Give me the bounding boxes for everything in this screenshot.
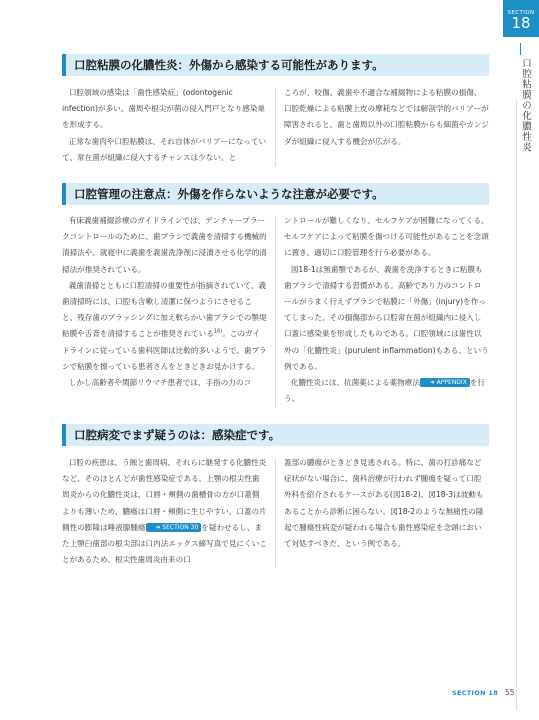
paragraph-text: 義歯清掃とともに口腔清掃の重要性が指摘されていて、義歯清掃時には、口腔も含嗽し清潔に保つようにさせること、残存歯のブラッシングに加え軟らかい歯ブラシでの顎堤粘膜や舌背を清掃することが推奨されている — [62, 280, 267, 339]
section-title-2: 口腔管理の注意点：外傷を作らないような注意が必要です。 — [74, 187, 384, 201]
section-heading-2 — [62, 183, 489, 205]
side-running-title: 口腔粘膜の化膿性炎 — [520, 58, 531, 153]
section-body-1 — [62, 85, 489, 166]
side-accent-line — [520, 43, 521, 55]
paragraph: しかし高齢者や関節リウマチ患者では、手指の力のコ — [68, 378, 252, 388]
reference-superscript: 16) — [213, 328, 223, 335]
column-left — [62, 85, 267, 166]
column-right — [284, 455, 489, 568]
section-badge — [503, 0, 539, 37]
section-badge-number: 18 — [511, 14, 531, 32]
paragraph: 図18-1は無歯顎であるが、義歯を洗浄するときに粘膜も歯ブラシで清掃する習慣がある。高齢であり力のコントロールがうまく行えずブラシで粘膜に「外傷」(injury)を作ってしまった。その損傷部から口腔常在菌が組織内に侵入し口蓋に感染巣を形成したものである。口腔領域には歯性以外の「化膿性炎」(purulent inflammation)もある、という例である。 — [284, 264, 489, 371]
appendix-link[interactable]: ➔ APPENDIX — [420, 378, 470, 387]
column-right — [284, 85, 489, 166]
column-right — [284, 213, 489, 407]
paragraph: 正常な歯肉や口腔粘膜は、それ自体がバリアーになっていて、常在菌が組織に侵入するチャンスは少ない。と — [62, 136, 267, 162]
column-left — [62, 213, 267, 407]
column-divider — [275, 217, 276, 407]
paragraph-text: 化膿性炎には、抗菌薬による薬物療法 — [290, 378, 420, 388]
margin-rule — [516, 100, 517, 710]
paragraph-text: を疑わせるし、また上顎臼歯部の根尖部は口内法エックス線写真で見にくいことがあるため、根尖性歯周炎由来の口 — [62, 522, 267, 565]
paragraph — [284, 375, 489, 407]
paragraph-text: 口腔の疾患は、う蝕と歯周病、それらに継発する化膿性炎など、そのほとんどが歯性感染症である。上顎の根尖性歯周炎からの化膿性炎は、口唇・頬側の歯槽骨の方が口蓋側よりも薄いため、膿瘍は口唇・頬側に生じやすい。口蓋の片側性の膨隆は唾液腺腫瘍 — [62, 458, 267, 532]
paragraph — [62, 455, 267, 568]
column-left — [62, 455, 267, 568]
paragraph: 有床義歯補綴診療のガイドラインでは、デンチャープラークコントロールのために、歯ブラシで義歯を清掃する機械的清掃法や、就寝中に義歯を義歯洗浄剤に浸漬させる化学的清掃法が推奨されている。 — [62, 216, 267, 274]
heading-accent-bar — [62, 424, 66, 446]
paragraph: 蓋部の膿瘍がときどき見逃される。特に、歯の打診痛など症状がない場合に、歯科治療が行われず腫瘍を疑って口腔外科を紹介されるケースがある(図18-2)。図18-3は波動もあることから診断に困らない。図18-2のような無痛性の隆起で腫瘍性病変が疑われる場合も歯性感染症を念頭において対処すべきだ、という例である。 — [284, 458, 484, 549]
paragraph — [62, 278, 267, 375]
paragraph: ントロールが難しくなり、セルフケアが困難になってくる。セルフケアによって粘膜を傷つける可能性があることを念頭に置き、適切に口腔管理を行う必要がある。 — [284, 216, 489, 258]
heading-accent-bar — [62, 54, 66, 76]
section-badge-label: SECTION — [507, 10, 535, 16]
section-body-2 — [62, 213, 489, 407]
section-body-3 — [62, 455, 489, 568]
section-title-3: 口腔病変でまず疑うのは：感染症です。 — [74, 428, 281, 442]
page-number: 55 — [505, 688, 515, 697]
section-heading-3 — [62, 424, 489, 446]
section-30-link[interactable]: ➔ SECTION 30 — [146, 523, 202, 532]
paragraph-text: 。このガイドラインに従っている歯科医師は比較的多いようで、歯ブラシで粘膜を擦っている患者さんをときどきお見かけする。 — [62, 329, 267, 371]
paragraph: ころが、咬傷、義歯や不適合な補綴物による粘膜の損傷、口腔乾燥による粘膜上皮の摩耗などでは解剖学的バリアーが障害されると、歯と歯周以外の口腔粘膜からも細菌やカンジダが組織に侵入する機会が広がる。 — [284, 88, 489, 146]
paragraph: 口腔領域の感染は「歯性感染症」(odontogenic infection)が多い。歯周や根尖が菌の侵入門戸となり感染巣を形成する。 — [62, 88, 266, 130]
footer-section-label: SECTION 18 — [452, 689, 499, 697]
section-title-1: 口腔粘膜の化膿性炎：外傷から感染する可能性があります。 — [74, 58, 384, 72]
heading-accent-bar — [62, 183, 66, 205]
column-divider — [275, 89, 276, 166]
paragraph-text: を行う。 — [284, 378, 485, 404]
column-divider — [275, 459, 276, 568]
section-heading-1 — [62, 54, 489, 76]
